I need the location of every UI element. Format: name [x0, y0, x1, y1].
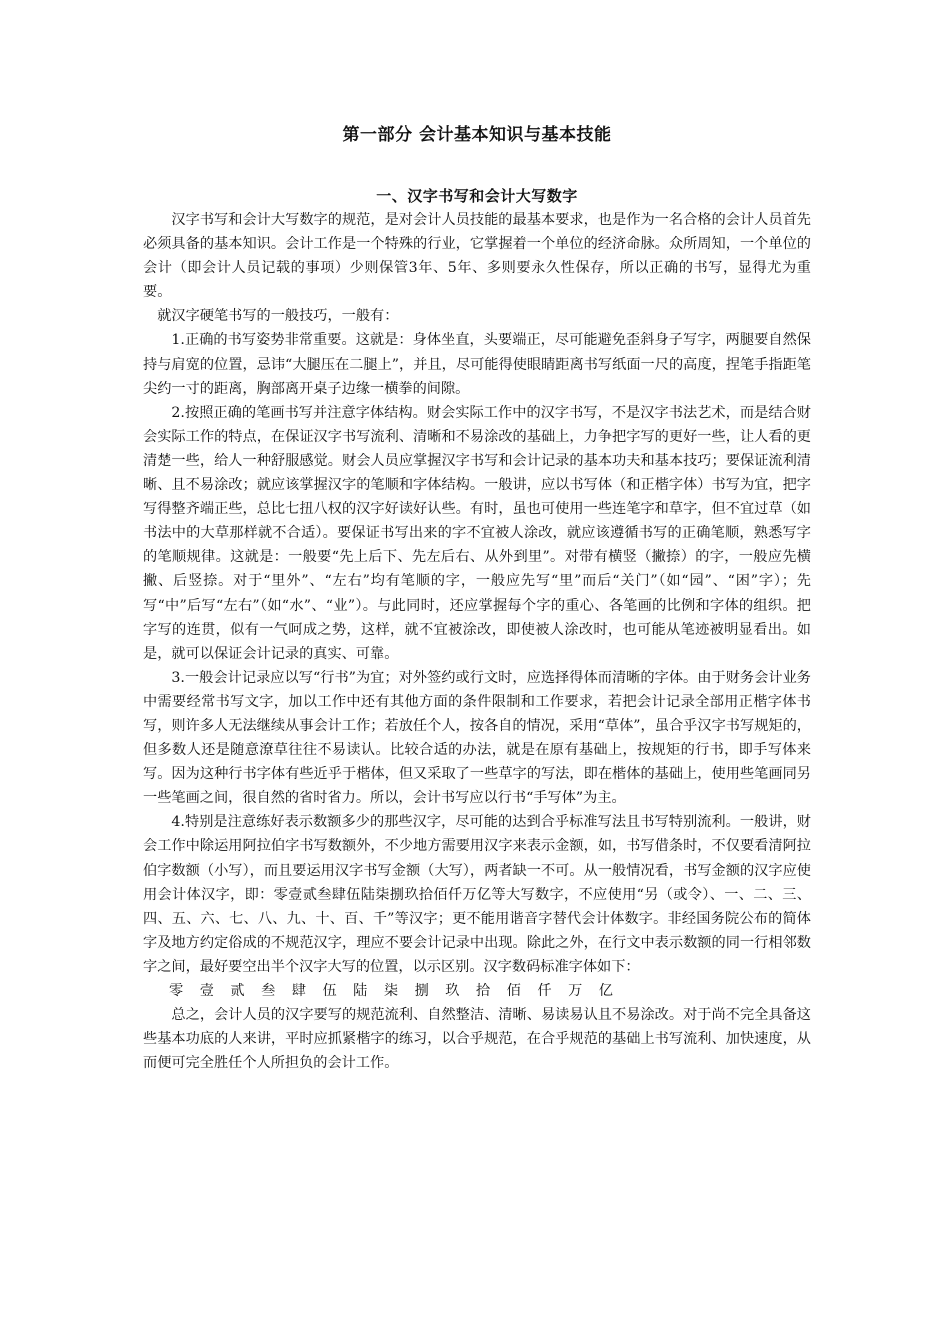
point-3-paragraph: 3.一般会计记录应以写“行书”为宜；对外签约或行文时，应选择得体而清晰的字体。由于财务会计业务中需要经常书写文字，加以工作中还有其他方面的条件限制和工作要求，若把会计记录全部用正楷字体书写，则许多人无法继续从事会计工作；若放任个人，按各自的情况，采用“草体”，虽合乎汉字书写规矩的，但多数人还是随意潦草往往不易读认。比较合适的办法，就是在原有基础上，按规矩的行书，即手写体来写。因为这种行书字体有些近乎于楷体，但又采取了一些草字的写法，即在楷体的基础上，使用些笔画同另一些笔画之间，很自然的省时省力。所以，会计书写应以行书“手写体”为主。	[143, 669, 811, 807]
conclusion-paragraph: 总之，会计人员的汉字要写的规范流利、自然整洁、清晰、易读易认且不易涂改。对于尚不完全具备这些基本功底的人来讲，平时应抓紧楷字的练习，以合乎规范，在合乎规范的基础上书写流利、加快速度，从而便可完全胜任个人所担负的会计工作。	[143, 1007, 811, 1072]
intro-paragraph: 汉字书写和会计大写数字的规范，是对会计人员技能的最基本要求，也是作为一名合格的会计人员首先必须具备的基本知识。会计工作是一个特殊的行业，它掌握着一个单位的经济命脉。众所周知，一个单位的会计（即会计人员记载的事项）少则保管3年、5年、多则要永久性保存，所以正确的书写，显得尤为重要。	[143, 212, 811, 301]
point-1-paragraph: 1.正确的书写姿势非常重要。这就是：身体坐直，头要端正，尽可能避免歪斜身子写字，两腿要自然保持与肩宽的位置，忌讳“大腿压在二腿上”，并且，尽可能得使眼睛距离书写纸面一尺的高度，捏笔手指距笔尖约一寸的距离，胸部离开桌子边缘一横拳的间隙。	[143, 332, 811, 397]
techniques-lead-paragraph: 就汉字硬笔书写的一般技巧，一般有：	[157, 308, 399, 325]
point-2-paragraph: 2.按照正确的笔画书写并注意字体结构。财会实际工作中的汉字书写，不是汉字书法艺术，而是结合财会实际工作的特点，在保证汉字书写流利、清晰和不易涂改的基础上，力争把字写的更好一些，让人看的更清楚一些，给人一种舒服感觉。财会人员应掌握汉字书写和会计记录的基本功夫和基本技巧；要保证流利清晰、且不易涂改；就应该掌握汉字的笔顺和字体结构。一般讲，应以书写体（和正楷字体）书写为宜，把字写得整齐端正些，总比七扭八权的汉字好读好认些。有时，虽也可使用一些连笔字和草字，但不宜过草（如书法中的大草那样就不合适）。要保证书写出来的字不宜被人涂改，就应该遵循书写的正确笔顺，熟悉写字的笔顺规律。这就是：一般要“先上后下、先左后右、从外到里”。对带有横竖（撇捺）的字，一般应先横撇、后竖捺。对于“里外”、“左右”均有笔顺的字，一般应先写“里”而后“关门”（如“园”、“困”字）；先写“中”后写“左右”（如“水”、“业”）。与此同时，还应掌握每个字的重心、各笔画的比例和字体的组织。把字写的连贯，似有一气呵成之势，这样，就不宜被涂改，即使被人涂改时，也可能从笔迹被明显看出。如是，就可以保证会计记录的真实、可靠。	[143, 404, 811, 662]
numerals-standard-line: 零 壹 贰 叁 肆 伍 陆 柒 捌 玖 拾 佰 仟 万 亿	[169, 983, 619, 999]
point-4-paragraph: 4.特别是注意练好表示数额多少的那些汉字，尽可能的达到合乎标准写法且书写特别流利。一般讲，财会工作中除运用阿拉伯字书写数额外，不少地方需要用汉字来表示金额，如，书写借条时，不仅要看清阿拉伯字数额（小写），而且要运用汉字书写金额（大写），两者缺一不可。从一般情况看，书写金额的汉字应使用会计体汉字，即：零壹贰叁肆伍陆柒捌玖拾佰仟万亿等大写数字，不应使用“另（或令）、一、二、三、四、五、六、七、八、九、十、百、千”等汉字；更不能用谐音字替代会计体数字。非经国务院公布的简体字及地方约定俗成的不规范汉字，理应不要会计记录中出现。除此之外，在行文中表示数额的同一行相邻数字之间，最好要空出半个汉字大写的位置，以示区别。汉字数码标准字体如下：	[143, 814, 811, 975]
section-heading: 一、汉字书写和会计大写数字	[376, 187, 578, 205]
page-title: 第一部分 会计基本知识与基本技能	[342, 125, 612, 145]
document-page	[143, 120, 811, 1075]
